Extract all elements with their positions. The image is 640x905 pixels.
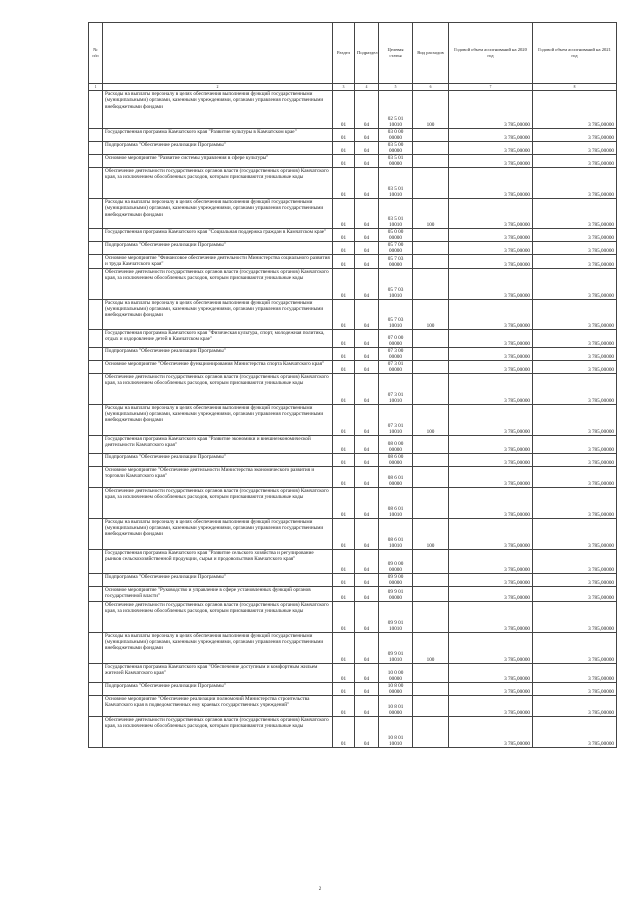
amount-2021-cell: 3 785,00000 (533, 91, 617, 129)
podrazdel-cell: 04 (355, 663, 379, 682)
num-cell (89, 518, 103, 549)
csr-cell: 10 8 01 10010 (379, 716, 413, 747)
podrazdel-cell: 04 (355, 299, 379, 329)
amount-2021-cell: 3 785,00000 (533, 129, 617, 142)
amount-2020-cell: 3 785,00000 (449, 601, 533, 632)
table-row (89, 601, 617, 632)
table-row (89, 695, 617, 716)
podrazdel-cell: 04 (355, 435, 379, 453)
amount-2020-cell: 3 785,00000 (449, 586, 533, 601)
num-cell (89, 129, 103, 142)
amount-2021-cell: 3 785,00000 (533, 360, 617, 373)
podrazdel-cell: 04 (355, 518, 379, 549)
vr-cell (413, 453, 449, 466)
row-name: Государственная программа Камчатского края "Социальная поддержка граждан в Камчатском крае" (103, 229, 333, 242)
csr-cell: 05 0 00 00000 (379, 229, 413, 242)
podrazdel-cell: 04 (355, 404, 379, 435)
csr-cell: 02 5 01 10010 (379, 91, 413, 129)
razdel-cell: 01 (333, 453, 355, 466)
table-row (89, 573, 617, 586)
amount-2021-cell: 3 785,00000 (533, 347, 617, 360)
razdel-cell: 01 (333, 347, 355, 360)
csr-cell: 09 9 00 00000 (379, 573, 413, 586)
amount-2021-cell: 3 785,00000 (533, 229, 617, 242)
csr-cell: 07 3 01 10010 (379, 404, 413, 435)
podrazdel-cell: 04 (355, 695, 379, 716)
amount-2020-cell: 3 785,00000 (449, 549, 533, 573)
podrazdel-cell: 04 (355, 453, 379, 466)
vr-cell (413, 586, 449, 601)
row-name: Подпрограмма "Обеспечение реализации Программы" (103, 682, 333, 695)
podrazdel-cell: 04 (355, 466, 379, 487)
csr-cell: 08 6 01 10010 (379, 487, 413, 518)
amount-2020-cell: 3 785,00000 (449, 663, 533, 682)
vr-cell (413, 663, 449, 682)
amount-2021-cell: 3 785,00000 (533, 299, 617, 329)
csr-cell: 07 3 01 10010 (379, 373, 413, 404)
num-cell (89, 360, 103, 373)
table-row (89, 435, 617, 453)
row-name: Государственная программа Камчатского края "Развитие экономики и внешнеэкономической деятельности Камчатского края" (103, 435, 333, 453)
podrazdel-cell: 04 (355, 155, 379, 168)
amount-2020-cell: 3 785,00000 (449, 573, 533, 586)
amount-2020-cell: 3 785,00000 (449, 268, 533, 299)
col-number: 5 (379, 84, 413, 91)
csr-cell: 03 5 01 10010 (379, 199, 413, 229)
header-csr: Целевая статья (379, 23, 413, 84)
podrazdel-cell: 04 (355, 360, 379, 373)
csr-cell: 05 7 00 00000 (379, 242, 413, 255)
amount-2020-cell: 3 785,00000 (449, 373, 533, 404)
podrazdel-cell: 04 (355, 91, 379, 129)
amount-2020-cell: 3 785,00000 (449, 155, 533, 168)
table-row (89, 373, 617, 404)
razdel-cell: 01 (333, 199, 355, 229)
amount-2020-cell: 3 785,00000 (449, 199, 533, 229)
row-name: Основное мероприятие "Обеспечение функционирования Министерства спорта Камчатского края" (103, 360, 333, 373)
podrazdel-cell: 04 (355, 142, 379, 155)
num-cell (89, 91, 103, 129)
vr-cell (413, 573, 449, 586)
table-row (89, 268, 617, 299)
row-name: Расходы на выплаты персоналу в целях обеспечения выполнения функций государственными (муниципальными) органами, казенными учреждениями, органами управления государственными внебюджетными фондами (103, 199, 333, 229)
amount-2020-cell: 3 785,00000 (449, 695, 533, 716)
razdel-cell: 01 (333, 155, 355, 168)
col-number: 1 (89, 84, 103, 91)
table-row (89, 586, 617, 601)
csr-cell: 03 5 01 00000 (379, 155, 413, 168)
table-row (89, 360, 617, 373)
table-row (89, 404, 617, 435)
podrazdel-cell: 04 (355, 129, 379, 142)
razdel-cell: 01 (333, 255, 355, 269)
amount-2020-cell: 3 785,00000 (449, 360, 533, 373)
vr-cell (413, 601, 449, 632)
podrazdel-cell: 04 (355, 487, 379, 518)
col-number: 2 (103, 84, 333, 91)
row-name: Расходы на выплаты персоналу в целях обеспечения выполнения функций государственными (муниципальными) органами, казенными учреждениями, органами управления государственными внебюджетными фондами (103, 632, 333, 663)
table-row (89, 632, 617, 663)
table-row (89, 518, 617, 549)
vr-cell: 100 (413, 632, 449, 663)
amount-2020-cell: 3 785,00000 (449, 129, 533, 142)
table-row (89, 299, 617, 329)
num-cell (89, 695, 103, 716)
vr-cell: 100 (413, 91, 449, 129)
col-number: 4 (355, 84, 379, 91)
table-row (89, 549, 617, 573)
header-row (89, 23, 617, 84)
csr-cell: 10 8 00 00000 (379, 682, 413, 695)
amount-2020-cell: 3 785,00000 (449, 682, 533, 695)
row-name: Расходы на выплаты персоналу в целях обеспечения выполнения функций государственными (муниципальными) органами, казенными учреждениями, органами управления государственными внебюджетными фондами (103, 404, 333, 435)
podrazdel-cell: 04 (355, 373, 379, 404)
num-cell (89, 404, 103, 435)
razdel-cell: 01 (333, 360, 355, 373)
vr-cell (413, 682, 449, 695)
table-row (89, 155, 617, 168)
vr-cell (413, 466, 449, 487)
row-name: Обеспечение деятельности государственных органов власти (государственных органов) Камчатского края, за исключением обособленных расходов, которым присваиваются уникальные коды (103, 487, 333, 518)
table-row (89, 663, 617, 682)
col-number: 7 (449, 84, 533, 91)
razdel-cell: 01 (333, 129, 355, 142)
podrazdel-cell: 04 (355, 242, 379, 255)
amount-2021-cell: 3 785,00000 (533, 487, 617, 518)
csr-cell: 09 9 01 00000 (379, 586, 413, 601)
num-cell (89, 466, 103, 487)
amount-2021-cell: 3 785,00000 (533, 329, 617, 347)
table-row (89, 347, 617, 360)
razdel-cell: 01 (333, 299, 355, 329)
amount-2021-cell: 3 785,00000 (533, 168, 617, 199)
razdel-cell: 01 (333, 329, 355, 347)
razdel-cell: 01 (333, 435, 355, 453)
table-row (89, 242, 617, 255)
num-cell (89, 716, 103, 747)
razdel-cell: 01 (333, 242, 355, 255)
razdel-cell: 01 (333, 142, 355, 155)
razdel-cell: 01 (333, 373, 355, 404)
row-name: Расходы на выплаты персоналу в целях обеспечения выполнения функций государственными (муниципальными) органами, казенными учреждениями, органами управления государственными внебюджетными фондами (103, 299, 333, 329)
razdel-cell: 01 (333, 663, 355, 682)
num-cell (89, 199, 103, 229)
col-number: 6 (413, 84, 449, 91)
csr-cell: 03 5 00 00000 (379, 142, 413, 155)
num-cell (89, 229, 103, 242)
vr-cell (413, 155, 449, 168)
row-name: Подпрограмма "Обеспечение реализации Программы" (103, 142, 333, 155)
amount-2021-cell: 3 785,00000 (533, 435, 617, 453)
row-name: Основное мероприятие "Обеспечение деятельности Министерства экономического развития и торговли Камчатского края" (103, 466, 333, 487)
num-cell (89, 255, 103, 269)
num-cell (89, 549, 103, 573)
amount-2021-cell: 3 785,00000 (533, 453, 617, 466)
num-cell (89, 487, 103, 518)
num-cell (89, 155, 103, 168)
amount-2021-cell: 3 785,00000 (533, 601, 617, 632)
amount-2020-cell: 3 785,00000 (449, 299, 533, 329)
amount-2021-cell: 3 785,00000 (533, 549, 617, 573)
csr-cell: 05 7 03 10010 (379, 299, 413, 329)
csr-cell: 07 0 00 00000 (379, 329, 413, 347)
row-name: Обеспечение деятельности государственных органов власти (государственных органов) Камчатского края, за исключением обособленных расходов, которым присваиваются уникальные коды (103, 168, 333, 199)
col-number: 3 (333, 84, 355, 91)
razdel-cell: 01 (333, 695, 355, 716)
header-razdel: Раздел (333, 23, 355, 84)
row-name: Обеспечение деятельности государственных органов власти (государственных органов) Камчатского края, за исключением обособленных расходов, которым присваиваются уникальные коды (103, 268, 333, 299)
csr-cell: 10 8 01 00000 (379, 695, 413, 716)
csr-cell: 09 9 01 10010 (379, 601, 413, 632)
razdel-cell: 01 (333, 404, 355, 435)
vr-cell: 100 (413, 299, 449, 329)
num-cell (89, 435, 103, 453)
csr-cell: 08 6 01 00000 (379, 466, 413, 487)
podrazdel-cell: 04 (355, 632, 379, 663)
amount-2020-cell: 3 785,00000 (449, 487, 533, 518)
razdel-cell: 01 (333, 518, 355, 549)
razdel-cell: 01 (333, 91, 355, 129)
row-name: Основное мероприятие "Развитие системы управления в сфере культуры" (103, 155, 333, 168)
csr-cell: 03 0 00 00000 (379, 129, 413, 142)
vr-cell (413, 487, 449, 518)
table-row (89, 129, 617, 142)
header-num: № п/п (89, 23, 103, 84)
razdel-cell: 01 (333, 716, 355, 747)
amount-2020-cell: 3 785,00000 (449, 347, 533, 360)
amount-2021-cell: 3 785,00000 (533, 199, 617, 229)
num-cell (89, 347, 103, 360)
column-number-row (89, 84, 617, 91)
amount-2021-cell: 3 785,00000 (533, 268, 617, 299)
podrazdel-cell: 04 (355, 255, 379, 269)
podrazdel-cell: 04 (355, 716, 379, 747)
num-cell (89, 573, 103, 586)
num-cell (89, 142, 103, 155)
amount-2020-cell: 3 785,00000 (449, 404, 533, 435)
razdel-cell: 01 (333, 268, 355, 299)
header-2021: Годовой объем ассигнований на 2021 год (533, 23, 617, 84)
razdel-cell: 01 (333, 601, 355, 632)
page-number: 2 (318, 887, 322, 892)
vr-cell (413, 255, 449, 269)
table-row (89, 716, 617, 747)
amount-2020-cell: 3 785,00000 (449, 91, 533, 129)
row-name: Подпрограмма "Обеспечение реализации Программы" (103, 453, 333, 466)
amount-2020-cell: 3 785,00000 (449, 632, 533, 663)
podrazdel-cell: 04 (355, 549, 379, 573)
csr-cell: 08 6 01 10010 (379, 518, 413, 549)
table-row (89, 453, 617, 466)
table-row (89, 487, 617, 518)
csr-cell: 09 0 00 00000 (379, 549, 413, 573)
csr-cell: 07 3 01 00000 (379, 360, 413, 373)
vr-cell (413, 360, 449, 373)
table-row (89, 466, 617, 487)
row-name: Подпрограмма "Обеспечение реализации Программы" (103, 242, 333, 255)
table-row (89, 168, 617, 199)
row-name: Государственная программа Камчатского края "Обеспечение доступным и комфортным жильем жителей Камчатского края" (103, 663, 333, 682)
num-cell (89, 682, 103, 695)
amount-2020-cell: 3 785,00000 (449, 255, 533, 269)
podrazdel-cell: 04 (355, 268, 379, 299)
num-cell (89, 453, 103, 466)
amount-2021-cell: 3 785,00000 (533, 142, 617, 155)
amount-2020-cell: 3 785,00000 (449, 242, 533, 255)
podrazdel-cell: 04 (355, 601, 379, 632)
razdel-cell: 01 (333, 168, 355, 199)
vr-cell (413, 329, 449, 347)
header-name (103, 23, 333, 84)
csr-cell: 03 5 01 10010 (379, 168, 413, 199)
csr-cell: 07 3 00 00000 (379, 347, 413, 360)
vr-cell (413, 549, 449, 573)
amount-2021-cell: 3 785,00000 (533, 373, 617, 404)
row-name: Государственная программа Камчатского края "Развитие культуры в Камчатском крае" (103, 129, 333, 142)
num-cell (89, 663, 103, 682)
podrazdel-cell: 04 (355, 586, 379, 601)
row-name: Подпрограмма "Обеспечение реализации Программы" (103, 573, 333, 586)
podrazdel-cell: 04 (355, 682, 379, 695)
num-cell (89, 329, 103, 347)
row-name: Основное мероприятие "Руководство и управление в сфере установленных функций органов государственной власти" (103, 586, 333, 601)
amount-2021-cell: 3 785,00000 (533, 155, 617, 168)
podrazdel-cell: 04 (355, 199, 379, 229)
vr-cell: 100 (413, 404, 449, 435)
table-row (89, 682, 617, 695)
amount-2021-cell: 3 785,00000 (533, 663, 617, 682)
amount-2020-cell: 3 785,00000 (449, 329, 533, 347)
podrazdel-cell: 04 (355, 329, 379, 347)
razdel-cell: 01 (333, 549, 355, 573)
amount-2021-cell: 3 785,00000 (533, 518, 617, 549)
amount-2020-cell: 3 785,00000 (449, 716, 533, 747)
csr-cell: 08 0 00 00000 (379, 435, 413, 453)
razdel-cell: 01 (333, 682, 355, 695)
vr-cell (413, 168, 449, 199)
vr-cell (413, 373, 449, 404)
razdel-cell: 01 (333, 229, 355, 242)
row-name: Расходы на выплаты персоналу в целях обеспечения выполнения функций государственными (муниципальными) органами, казенными учреждениями, органами управления государственными внебюджетными фондами (103, 518, 333, 549)
amount-2021-cell: 3 785,00000 (533, 716, 617, 747)
vr-cell (413, 695, 449, 716)
vr-cell (413, 268, 449, 299)
podrazdel-cell: 04 (355, 229, 379, 242)
num-cell (89, 586, 103, 601)
num-cell (89, 601, 103, 632)
razdel-cell: 01 (333, 632, 355, 663)
razdel-cell: 01 (333, 573, 355, 586)
table-row (89, 199, 617, 229)
amount-2021-cell: 3 785,00000 (533, 242, 617, 255)
row-name: Государственная программа Камчатского края "Развитие сельского хозяйства и регулирование рынков сельскохозяйственной продукции, сырья и продовольствия Камчатского края" (103, 549, 333, 573)
amount-2021-cell: 3 785,00000 (533, 404, 617, 435)
amount-2020-cell: 3 785,00000 (449, 466, 533, 487)
amount-2021-cell: 3 785,00000 (533, 466, 617, 487)
podrazdel-cell: 04 (355, 347, 379, 360)
amount-2020-cell: 3 785,00000 (449, 435, 533, 453)
table-row (89, 255, 617, 269)
amount-2021-cell: 3 785,00000 (533, 695, 617, 716)
num-cell (89, 268, 103, 299)
amount-2020-cell: 3 785,00000 (449, 229, 533, 242)
amount-2021-cell: 3 785,00000 (533, 255, 617, 269)
podrazdel-cell: 04 (355, 573, 379, 586)
amount-2020-cell: 3 785,00000 (449, 168, 533, 199)
amount-2021-cell: 3 785,00000 (533, 573, 617, 586)
csr-cell: 10 0 00 00000 (379, 663, 413, 682)
csr-cell: 09 9 01 10010 (379, 632, 413, 663)
amount-2021-cell: 3 785,00000 (533, 632, 617, 663)
razdel-cell: 01 (333, 586, 355, 601)
appropriations-table (88, 22, 617, 748)
table-row (89, 91, 617, 129)
csr-cell: 08 6 00 00000 (379, 453, 413, 466)
vr-cell (413, 347, 449, 360)
row-name: Подпрограмма "Обеспечение реализации Программы" (103, 347, 333, 360)
header-podrazdel: Подраздел (355, 23, 379, 84)
table-row (89, 142, 617, 155)
row-name: Основное мероприятие "Обеспечение реализации полномочий Министерства строительства Камчатского края в подведомственных ему краевых государственных учреждений" (103, 695, 333, 716)
amount-2021-cell: 3 785,00000 (533, 682, 617, 695)
amount-2020-cell: 3 785,00000 (449, 518, 533, 549)
row-name: Расходы на выплаты персоналу в целях обеспечения выполнения функций государственными (муниципальными) органами, казенными учреждениями, органами управления государственными внебюджетными фондами (103, 91, 333, 129)
vr-cell (413, 142, 449, 155)
vr-cell (413, 129, 449, 142)
vr-cell (413, 435, 449, 453)
razdel-cell: 01 (333, 487, 355, 518)
csr-cell: 05 7 03 00000 (379, 255, 413, 269)
vr-cell (413, 229, 449, 242)
vr-cell: 100 (413, 199, 449, 229)
podrazdel-cell: 04 (355, 168, 379, 199)
table-row (89, 329, 617, 347)
row-name: Обеспечение деятельности государственных органов власти (государственных органов) Камчатского края, за исключением обособленных расходов, которым присваиваются уникальные коды (103, 601, 333, 632)
vr-cell (413, 716, 449, 747)
amount-2021-cell: 3 785,00000 (533, 586, 617, 601)
num-cell (89, 168, 103, 199)
vr-cell: 100 (413, 518, 449, 549)
header-vr: Вид расходов (413, 23, 449, 84)
razdel-cell: 01 (333, 466, 355, 487)
row-name: Государственная программа Камчатского края "Физическая культура, спорт, молодежная политика, отдых и оздоровление детей в Камчатском крае" (103, 329, 333, 347)
num-cell (89, 373, 103, 404)
num-cell (89, 299, 103, 329)
header-2020: Годовой объем ассигнований на 2020 год (449, 23, 533, 84)
amount-2020-cell: 3 785,00000 (449, 142, 533, 155)
num-cell (89, 632, 103, 663)
vr-cell (413, 242, 449, 255)
table-row (89, 229, 617, 242)
row-name: Основное мероприятие "Финансовое обеспечение деятельности Министерства социального развития и труда Камчатского края" (103, 255, 333, 269)
row-name: Обеспечение деятельности государственных органов власти (государственных органов) Камчатского края, за исключением обособленных расходов, которым присваиваются уникальные коды (103, 373, 333, 404)
col-number: 8 (533, 84, 617, 91)
num-cell (89, 242, 103, 255)
csr-cell: 05 7 03 10010 (379, 268, 413, 299)
row-name: Обеспечение деятельности государственных органов власти (государственных органов) Камчатского края, за исключением обособленных расходов, которым присваиваются уникальные коды (103, 716, 333, 747)
amount-2020-cell: 3 785,00000 (449, 453, 533, 466)
